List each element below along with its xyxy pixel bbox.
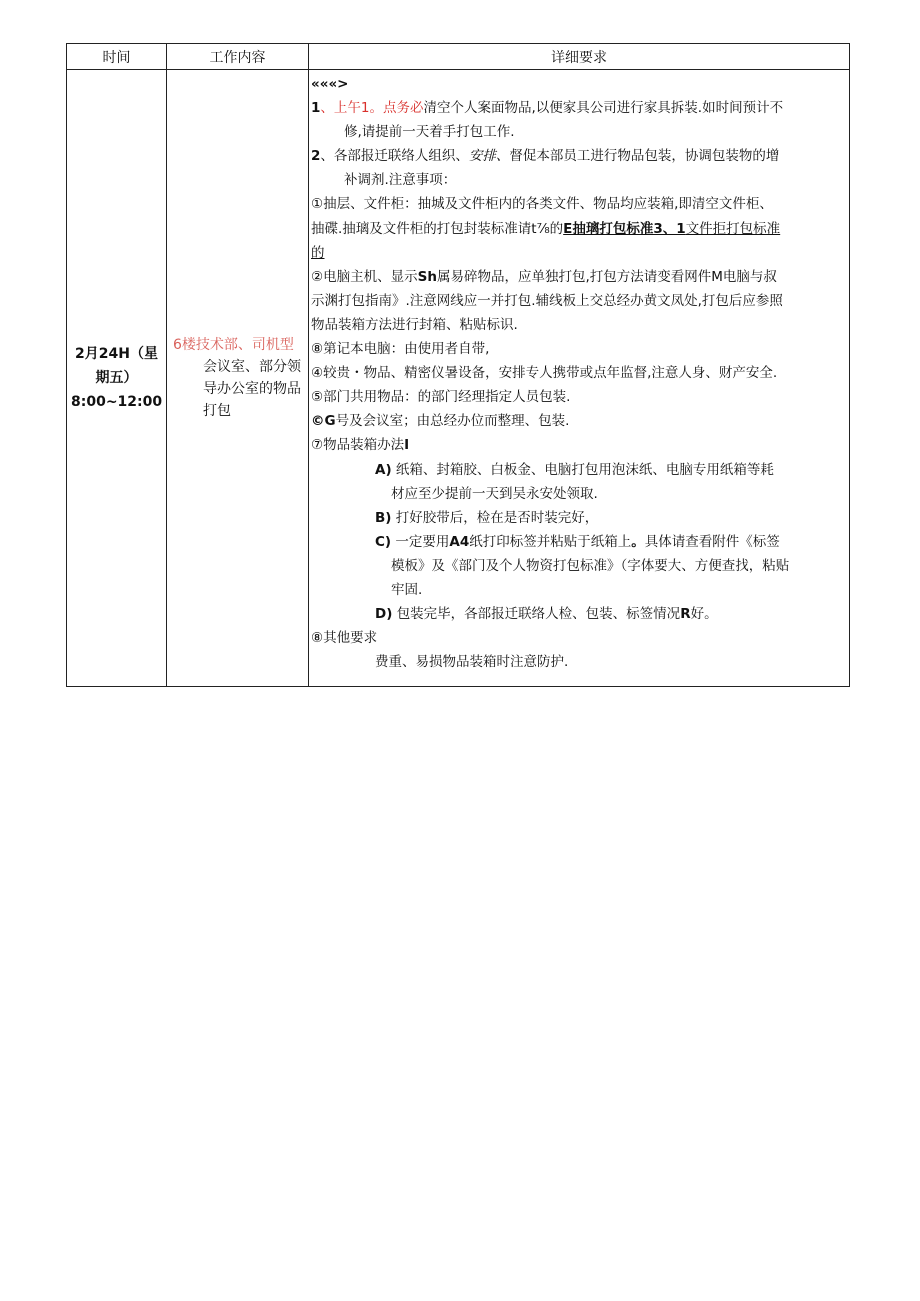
content-highlight: 6楼技术部、司机型 xyxy=(173,337,294,354)
sub-d: D) 包装完毕，各部报迁联络人检、包装、标签情况R好。 xyxy=(375,606,718,623)
item2-line1: 2、各部报迁联络人组织、安排、督促本部员工进行物品包装，协调包装物的增 xyxy=(311,148,780,165)
sub-b: B) 打好胶带后，检在是否时装完好， xyxy=(375,509,599,526)
table-row xyxy=(67,70,850,687)
note6: ©G号及会议室；由总经办位而整理、包装. xyxy=(311,413,570,430)
note5: ⑤部门共用物品：的部门经理指定人员包装. xyxy=(311,389,571,406)
note2-line2: 示渊打包指南》.注意网线应一并打包.辅线板上交总经办黄文凤处,打包后应参照 xyxy=(311,292,783,309)
note8: ⑧其他要求 xyxy=(311,630,378,647)
note8-text: 费重、易损物品装箱时注意防护. xyxy=(375,654,569,671)
item1-line2: 修,请提前一天着手打包工作. xyxy=(344,124,515,141)
sub-a-line2: 材应至少提前一天到吴永安处领取. xyxy=(391,485,598,502)
header-detail: 详细要求 xyxy=(309,44,850,70)
work-schedule-table xyxy=(66,43,850,687)
note7: ⑦物品装箱办法I xyxy=(311,437,410,454)
note1-line1: ①抽层、文件柜：抽城及文件柜内的各类文件、物品均应装箱,即清空文件柜、 xyxy=(311,196,773,213)
header-time: 时间 xyxy=(67,44,167,70)
note1-line3: 的 xyxy=(311,244,325,261)
sub-c-line1: C) 一定要用A4纸打印标签并粘贴于纸箱上。具体请查看附件《标签 xyxy=(375,533,780,550)
time-date: 2月24H（星期五） xyxy=(75,346,158,387)
note2-line1: ②电脑主机、显示Sh属易碎物品，应单独打包,打包方法请变看网件M电脑与叔 xyxy=(311,268,777,285)
note2-line3: 物品装箱方法进行封箱、粘贴标识. xyxy=(311,316,518,333)
sub-c-line2: 模板》及《部门及个人物资打包标准》（字体要大、方便查找，粘贴 xyxy=(391,557,790,574)
note3: ⑧第记本电脑：由使用者自带, xyxy=(311,341,490,358)
time-cell xyxy=(67,70,167,687)
item1-red-text: 上午1。点务必 xyxy=(333,100,424,117)
content-rest: 会议室、部分领导办公室的物品打包 xyxy=(203,359,301,420)
time-hours: 8:00~12:00 xyxy=(71,394,163,411)
note4: ④较贵・物品、精密仪暑设备，安排专人携带或点年监督,注意人身、财产安全. xyxy=(311,365,778,382)
sub-a-line1: A) 纸箱、封箱胶、白板金、电脑打包用泡沫纸、电脑专用纸箱等耗 xyxy=(375,461,774,478)
header-content: 工作内容 xyxy=(167,44,309,70)
content-cell xyxy=(167,70,309,687)
table-header-row xyxy=(67,44,850,70)
detail-cell xyxy=(309,70,850,687)
note1-line2: 抽碟.抽璃及文件柜的打包封装标准请t⅞的E抽璃打包标准3、1文件拒打包标准 xyxy=(311,220,781,237)
item1-line1: 1、上午1。点务必清空个人案面物品,以便家具公司进行家具拆装.如时间预计不 xyxy=(311,100,784,117)
sub-c-line3: 牢固. xyxy=(391,581,423,598)
detail-marker: «««> xyxy=(311,76,349,92)
item2-line2: 补调剂.注意事项： xyxy=(344,172,457,189)
